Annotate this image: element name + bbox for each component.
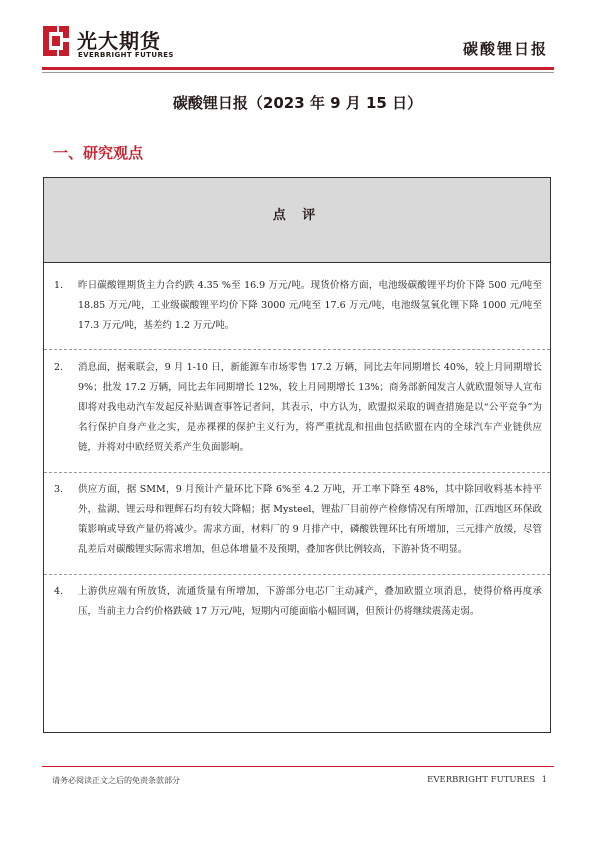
header-divider-thin [42, 72, 554, 73]
list-divider [44, 574, 550, 575]
footer-brand: EVERBRIGHT FUTURES [427, 775, 535, 785]
page-number: 1 [541, 775, 547, 785]
list-item-text: 供应方面，据 SMM，9 月预计产量环比下降 6%至 4.2 万吨，开工率下降至 48%，其中除回收料基本持平外，盐湖、锂云母和锂辉石均有较大降幅；据 Mysteel，锂盐厂目前停产检修情况有所增加，江西地区环保政策影响或导致产量仍将减少。需求方面，材料厂的 9 月排产中，磷酸铁锂环比有所增加，三元排产放缓，尽管乱差后对碳酸锂实际需求增加，但总体增量不及预期，叠加客供比例较高，下游补货不明显。 [78, 484, 542, 555]
commentary-box [43, 177, 551, 733]
list-item-text: 昨日碳酸锂期货主力合约跌 4.35 %至 16.9 万元/吨。现货价格方面，电池级碳酸锂平均价下降 500 元/吨至 18.85 万元/吨，工业级碳酸锂平均价下降 3000 元/吨至 17.6 万元/吨，电池级氢氧化锂下降 1000 元/吨至 17.3 万元/吨，基差约 1.2 万元/吨。 [78, 280, 542, 331]
page-header [0, 0, 595, 80]
list-item-text: 消息面，据乘联会，9 月 1-10 日，新能源车市场零售 17.2 万辆，同比去年同期增长 40%，较上月同期增长 9%；批发 17.2 万辆，同比去年同期增长 12%，较上月同期增长 13%；商务部新闻发言人就欧盟领导人宣布即将对我电动汽车发起反补贴调查事答记者问，其表示，中方认为，欧盟拟采取的调查措施是以“公平竞争”为名行保护自身产业之实，是赤裸裸的保护主义行为，将严重扰乱和扭曲包括欧盟在内的全球汽车产业链供应链，并将对中欧经贸关系产生负面影响。 [78, 362, 542, 453]
list-item-number: 1. [54, 280, 64, 291]
brand-name-en: EVERBRIGHT FUTURES [78, 51, 174, 59]
commentary-label: 点 评 [272, 208, 322, 223]
header-divider [42, 67, 554, 70]
list-divider [44, 472, 550, 473]
report-name: 碳酸锂日报 [462, 40, 548, 58]
list-item-number: 3. [54, 484, 64, 495]
footer-disclaimer: 请务必阅读正文之后的免责条款部分 [52, 776, 180, 785]
footer-divider [42, 766, 554, 767]
list-divider [44, 349, 550, 350]
list-item-number: 4. [54, 586, 64, 597]
brand-logo [41, 24, 191, 64]
document-title: 碳酸锂日报（2023 年 9 月 15 日） [172, 94, 423, 112]
list-item-text: 上游供应端有所放货，流通货量有所增加，下游部分电芯厂主动减产，叠加欧盟立项消息，使得价格再度承压，当前主力合约价格跌破 17 万元/吨，短期内可能面临小幅回调，但预计仍将继续震荡走弱。 [78, 586, 542, 617]
list-item-number: 2. [54, 362, 64, 373]
everbright-logo-icon [41, 24, 71, 58]
section-heading: 一、研究观点 [53, 144, 144, 162]
brand-name-cn: 光大期货 [77, 29, 161, 53]
commentary-header [44, 178, 550, 263]
